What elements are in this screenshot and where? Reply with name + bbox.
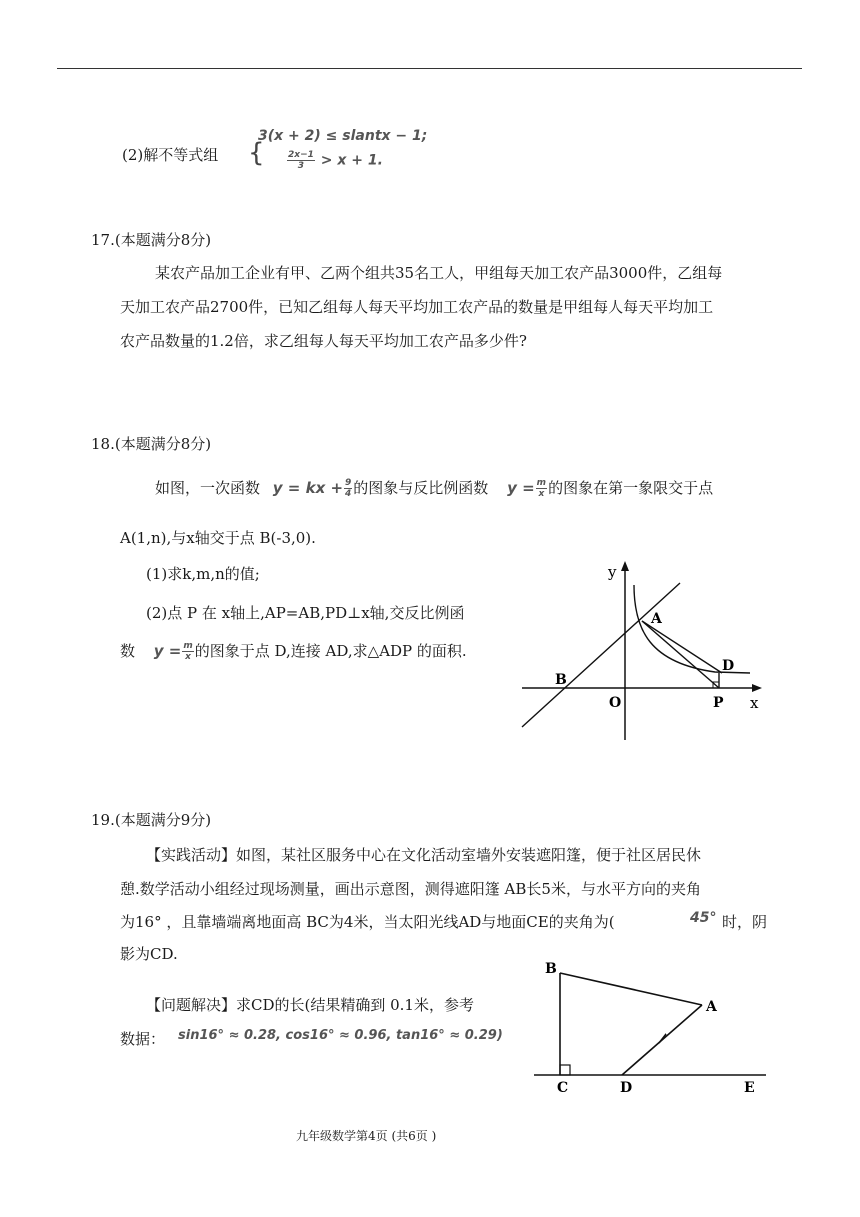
inverse-function: [507, 479, 548, 497]
q19-line-4: 影为CD.: [120, 945, 178, 963]
awning-AB: [560, 973, 702, 1005]
q18-sub-2b: [120, 640, 467, 662]
q17-line-3: 农产品数量的1.2倍，求乙组每人每天平均加工农产品多少件?: [120, 332, 527, 350]
q18-header: 18.(本题满分8分): [91, 435, 212, 453]
q18-line-2: A(1,n),与x轴交于点 B(-3,0).: [120, 529, 316, 547]
q17-line-2: 天加工农产品2700件，已知乙组每人每天平均加工农产品的数量是甲组每人每天平均加工: [120, 298, 714, 316]
q18-intro-a: 如图，一次函数: [155, 479, 261, 497]
label-E: E: [744, 1080, 755, 1096]
x-axis-arrow: [752, 684, 762, 692]
label-B: B: [545, 961, 557, 977]
q19-data-values: sin16° ≈ 0.28, cos16° ≈ 0.96, tan16° ≈ 0.29): [178, 1028, 503, 1043]
label-C: C: [557, 1080, 569, 1096]
q18-sub2b-b: 的图象于点 D,连接 AD,求△ADP 的面积.: [194, 642, 467, 660]
q19-line-2: 憩.数学活动小组经过现场测量，画出示意图，测得遮阳篷 AB长5米，与水平方向的夹角: [120, 880, 701, 898]
eq2-num: m: [536, 478, 547, 488]
eq2-den: x: [538, 489, 545, 499]
q19-figure: [530, 958, 780, 1098]
eq2b-num: m: [183, 641, 193, 651]
q18-intro-b: 的图象与反比例函数: [353, 479, 489, 497]
page-footer: 九年级数学第4页 (共6页 ): [296, 1129, 437, 1143]
q17-line-1: 某农产品加工企业有甲、乙两个组共35名工人，甲组每天加工农产品3000件，乙组每: [155, 264, 723, 282]
eq2-lhs: y =: [507, 479, 535, 497]
part2-label: (2)解不等式组: [122, 146, 219, 164]
label-D: D: [722, 658, 735, 674]
top-rule: [57, 68, 802, 69]
q18-intro: [155, 477, 713, 499]
inverse-function-2: [154, 642, 195, 660]
ineq2-numerator: 2x−1: [288, 150, 314, 160]
label-B: B: [555, 672, 567, 688]
q19-line-3-end: 时，阴: [722, 913, 768, 931]
label-A: A: [651, 611, 662, 627]
q18-sub2b-a: 数: [120, 642, 136, 660]
eq1-num: 9: [345, 478, 352, 488]
system-brace: {: [248, 138, 265, 168]
ray-arrow: [659, 1034, 666, 1043]
label-x: x: [750, 694, 759, 712]
angle-45: 45°: [690, 910, 717, 926]
label-O: O: [609, 695, 622, 711]
eq1-den: 4: [345, 489, 352, 499]
q18-figure: [510, 555, 780, 750]
linear-function: [273, 479, 354, 497]
segment-AP: [642, 621, 719, 688]
label-D: D: [620, 1080, 633, 1096]
q18-sub-1: (1)求k,m,n的值;: [146, 565, 260, 583]
q19-problem: 【问题解决】求CD的长(结果精确到 0.1米，参考: [146, 996, 474, 1014]
q19-line-3: 为16° ，且靠墙端离地面高 BC为4米，当太阳光线AD与地面CE的夹角为(: [120, 913, 615, 931]
linear-graph-line: [522, 583, 680, 727]
label-P: P: [713, 695, 724, 711]
q18-intro-c: 的图象在第一象限交于点: [548, 479, 714, 497]
eq2b-lhs: y =: [153, 642, 182, 660]
ineq2-rest: > x + 1.: [320, 152, 383, 169]
label-A: A: [706, 999, 717, 1015]
inequality-2: [286, 150, 383, 171]
right-angle-C: [560, 1065, 570, 1075]
y-axis-arrow: [621, 561, 629, 571]
q17-header: 17.(本题满分8分): [91, 231, 212, 249]
eq2b-den: x: [185, 652, 191, 662]
q19-data-label: 数据：: [120, 1030, 166, 1048]
q19-line-1: 【实践活动】如图，某社区服务中心在文化活动室墙外安装遮阳篷，便于社区居民休: [146, 846, 702, 864]
label-y: y: [608, 563, 617, 581]
ineq2-denominator: 3: [297, 161, 305, 171]
eq1-lhs: y = kx +: [272, 479, 344, 497]
q18-sub-2: (2)点 P 在 x轴上,AP=AB,PD⊥x轴,交反比例函: [146, 604, 465, 622]
q19-header: 19.(本题满分9分): [91, 811, 212, 829]
inequality-1: 3(x + 2) ≤ slantx − 1;: [258, 128, 428, 144]
